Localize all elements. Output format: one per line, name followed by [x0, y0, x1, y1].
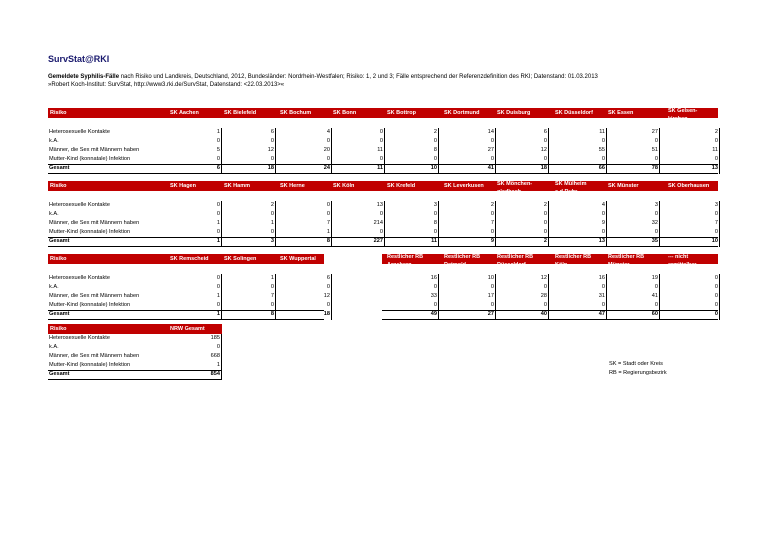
- table-cell: 7: [326, 220, 330, 226]
- cell-border: [438, 128, 439, 174]
- table-cell: 27: [487, 311, 494, 317]
- column-header: --- nicht ermittelbar ---: [668, 254, 704, 268]
- table-row: [48, 146, 168, 155]
- table-cell: 41: [487, 165, 494, 171]
- table-row: [48, 219, 168, 228]
- cell-border: [659, 274, 660, 320]
- table-cell: 11: [377, 165, 383, 171]
- column-header: SK Bonn: [333, 110, 357, 116]
- row-label: Männer, die Sex mit Männern haben: [49, 293, 140, 299]
- table-cell: 7: [490, 220, 494, 226]
- row-label: Männer, die Sex mit Männern haben: [49, 220, 140, 226]
- column-header: Restlicher RB Köln: [555, 254, 592, 268]
- table-cell: 0: [490, 138, 494, 144]
- risk-header: Risiko: [50, 110, 67, 116]
- table-cell: 60: [651, 311, 658, 317]
- row-separator: [48, 319, 324, 320]
- table-cell: 0: [216, 284, 220, 290]
- row-label: Mutter-Kind (konnatale) Infektion: [49, 362, 131, 368]
- description-bold: Gemeldete Syphilis-Fälle: [48, 74, 120, 80]
- table-cell: 2: [543, 238, 547, 244]
- table-cell: 16: [430, 275, 437, 281]
- table-cell: 1: [270, 220, 274, 226]
- table-cell: 35: [651, 238, 658, 244]
- table-cell: 17: [487, 293, 494, 299]
- table-cell: 0: [379, 129, 383, 135]
- cell-border: [438, 201, 439, 247]
- table-cell: 32: [651, 220, 658, 226]
- table-cell: 27: [487, 147, 494, 153]
- row-label: Mutter-Kind (konnatale) Infektion: [49, 229, 131, 235]
- table-cell: 13: [376, 202, 383, 208]
- table-cell: 7: [714, 220, 718, 226]
- table-cell: 0: [433, 302, 437, 308]
- table-cell: 8: [433, 220, 437, 226]
- table-cell: 1: [216, 129, 220, 135]
- column-header: SK Düsseldorf: [555, 110, 593, 116]
- cell-border: [438, 274, 439, 320]
- table-cell: 0: [714, 311, 718, 317]
- table-cell: 2: [270, 202, 274, 208]
- column-header: SK Leverkusen: [444, 183, 484, 189]
- table-cell: 0: [490, 284, 494, 290]
- table-cell: 2: [490, 202, 494, 208]
- cell-border: [275, 128, 276, 174]
- table-cell: 8: [326, 238, 330, 244]
- nrw-table: [48, 324, 222, 380]
- table-cell: 0: [543, 220, 547, 226]
- table-cell: 10: [711, 238, 718, 244]
- table-cell: 47: [598, 311, 605, 317]
- cell-border: [331, 128, 332, 174]
- row-separator: [48, 370, 222, 371]
- table-cell: 0: [379, 156, 383, 162]
- table-cell: 0: [216, 138, 220, 144]
- table-row: [48, 237, 168, 246]
- table-cell: 9: [601, 220, 605, 226]
- table-cell: 11: [431, 238, 437, 244]
- table-cell: 33: [430, 293, 437, 299]
- cell-border: [495, 201, 496, 247]
- table-cell: 78: [651, 165, 658, 171]
- row-label: Heterosexuelle Kontakte: [49, 202, 110, 208]
- column-header: Restlicher RB Arnsberg: [387, 254, 424, 268]
- column-header: Restlicher RB Düsseldorf: [497, 254, 534, 268]
- table-cell: 11: [712, 147, 718, 153]
- table-cell: 1: [216, 238, 220, 244]
- table-cell: 0: [433, 138, 437, 144]
- table-cell: 31: [598, 293, 605, 299]
- column-header: SK Münster: [608, 183, 639, 189]
- cell-border: [548, 274, 549, 320]
- table-cell: 0: [654, 138, 658, 144]
- table-cell: 0: [654, 229, 658, 235]
- column-header: SK Bottrop: [387, 110, 417, 116]
- table-cell: 0: [326, 302, 330, 308]
- column-header: SK Hagen: [170, 183, 196, 189]
- row-label: Mutter-Kind (konnatale) Infektion: [49, 156, 131, 162]
- table-cell: 0: [601, 156, 605, 162]
- table-cell: 0: [714, 302, 718, 308]
- table-cell: 14: [487, 129, 494, 135]
- risk-header: Risiko: [50, 183, 67, 189]
- table-cell: 0: [654, 302, 658, 308]
- table-cell: 0: [714, 229, 718, 235]
- table-cell: 51: [651, 147, 658, 153]
- table-cell: 12: [540, 275, 547, 281]
- row-label: Männer, die Sex mit Männern haben: [49, 147, 140, 153]
- table-cell: 0: [270, 284, 274, 290]
- table-cell: 0: [270, 229, 274, 235]
- table-cell: 227: [373, 238, 383, 244]
- table-cell: 19: [651, 275, 658, 281]
- column-header: SK Remscheid: [170, 256, 209, 262]
- table-row: [48, 228, 168, 237]
- table-cell: 16: [598, 275, 605, 281]
- table-cell: 0: [543, 156, 547, 162]
- table-cell: 0: [714, 156, 718, 162]
- table-cell: 3: [433, 202, 437, 208]
- cell-border: [719, 274, 720, 320]
- column-header: SK Gelsen-kirchen: [668, 108, 698, 122]
- risk-header: Risiko: [50, 256, 67, 262]
- table-cell: 28: [540, 293, 547, 299]
- row-label: Männer, die Sex mit Männern haben: [49, 353, 140, 359]
- table-cell: 6: [326, 275, 330, 281]
- row-separator: [48, 173, 718, 174]
- row-separator: [48, 246, 718, 247]
- table-cell: 12: [540, 147, 547, 153]
- table-cell: 18: [267, 165, 274, 171]
- table-cell: 0: [216, 344, 220, 350]
- table-cell: 0: [216, 202, 220, 208]
- table-row: [48, 201, 168, 210]
- page-title: SurvStat@RKI: [48, 54, 110, 64]
- table-cell: 3: [270, 238, 274, 244]
- cell-border: [495, 274, 496, 320]
- column-header: SK Aachen: [170, 110, 199, 116]
- table-cell: 0: [654, 211, 658, 217]
- table-cell: 0: [326, 211, 330, 217]
- table-cell: 1: [216, 362, 220, 368]
- table-cell: 0: [490, 229, 494, 235]
- cell-border: [548, 128, 549, 174]
- table-cell: 0: [433, 229, 437, 235]
- table-cell: 0: [490, 302, 494, 308]
- table-cell: 0: [433, 211, 437, 217]
- table-cell: 0: [601, 284, 605, 290]
- risk-header: Risiko: [50, 326, 67, 332]
- table-cell: 1: [216, 220, 220, 226]
- description: [48, 73, 748, 89]
- table-cell: 0: [270, 138, 274, 144]
- table-cell: 9: [490, 238, 494, 244]
- cell-border: [221, 201, 222, 247]
- table-row: [48, 155, 168, 164]
- table-row: [48, 370, 168, 379]
- table-2: [48, 181, 718, 251]
- row-label: Heterosexuelle Kontakte: [49, 129, 110, 135]
- table-cell: 0: [714, 211, 718, 217]
- table-cell: 66: [598, 165, 605, 171]
- table-cell: 6: [216, 165, 220, 171]
- table-1: [48, 108, 718, 178]
- table-row: [48, 301, 168, 310]
- table-cell: 13: [711, 165, 718, 171]
- row-label: Heterosexuelle Kontakte: [49, 335, 110, 341]
- table-cell: 0: [490, 156, 494, 162]
- table-cell: 12: [267, 147, 274, 153]
- table-cell: 0: [216, 302, 220, 308]
- table-cell: 1: [326, 229, 330, 235]
- table-cell: 0: [714, 138, 718, 144]
- table-cell: 1: [216, 293, 220, 299]
- table-cell: 214: [373, 220, 383, 226]
- cell-border: [221, 334, 222, 380]
- table-cell: 0: [379, 138, 383, 144]
- table-cell: 3: [654, 202, 658, 208]
- table-cell: 6: [270, 129, 274, 135]
- row-separator: [382, 319, 718, 320]
- cell-border: [548, 201, 549, 247]
- table-row: [48, 343, 168, 352]
- table-cell: 0: [543, 229, 547, 235]
- cell-border: [719, 128, 720, 174]
- table-cell: 0: [654, 284, 658, 290]
- column-header: SK Bochum: [280, 110, 312, 116]
- description-source: »Robert Koch-Institut: SurvStat, http://www3.rki.de/SurvStat, Datenstand: <22.03.2013>«: [48, 82, 285, 88]
- row-label: k.A.: [49, 344, 59, 350]
- column-header: Restlicher RB Detmold: [444, 254, 481, 268]
- table-row: [48, 274, 168, 283]
- cell-border: [221, 274, 222, 320]
- row-label: k.A.: [49, 284, 59, 290]
- column-header: SK Bielefeld: [224, 110, 257, 116]
- column-header: SK Köln: [333, 183, 355, 189]
- legend-sk: SK = Stadt oder Kreis: [609, 361, 663, 367]
- cell-border: [384, 128, 385, 174]
- table-cell: 0: [379, 211, 383, 217]
- column-header: Restlicher RB Münster: [608, 254, 645, 268]
- table-cell: 0: [433, 156, 437, 162]
- row-label: Gesamt: [49, 311, 70, 317]
- table-row: [48, 210, 168, 219]
- row-label: k.A.: [49, 138, 59, 144]
- table-cell: 0: [601, 229, 605, 235]
- table-cell: 18: [540, 165, 547, 171]
- column-header: SK Herne: [280, 183, 305, 189]
- table-cell: 668: [210, 353, 220, 359]
- table-cell: 13: [598, 238, 605, 244]
- column-header: SK Oberhausen: [668, 183, 710, 189]
- table-cell: 0: [216, 211, 220, 217]
- table-cell: 0: [714, 284, 718, 290]
- table-cell: 0: [714, 293, 718, 299]
- row-label: k.A.: [49, 211, 59, 217]
- column-header: SK Krefeld: [387, 183, 416, 189]
- table-cell: 12: [323, 293, 330, 299]
- table-cell: 854: [210, 371, 220, 377]
- table-cell: 0: [326, 138, 330, 144]
- table-row: [48, 292, 168, 301]
- cell-border: [606, 274, 607, 320]
- row-label: Gesamt: [49, 165, 70, 171]
- cell-border: [275, 201, 276, 247]
- column-header: SK Essen: [608, 110, 634, 116]
- table-cell: 5: [216, 147, 220, 153]
- table-cell: 1: [216, 311, 220, 317]
- cell-border: [659, 128, 660, 174]
- column-header: SK Mülheim a.d.Ruhr: [555, 181, 587, 195]
- row-label: Gesamt: [49, 371, 70, 377]
- table-cell: 0: [433, 284, 437, 290]
- table-cell: 18: [323, 311, 330, 317]
- table-cell: 55: [598, 147, 605, 153]
- table-cell: 0: [543, 284, 547, 290]
- table-row: [48, 334, 168, 343]
- column-header: SK Solingen: [224, 256, 257, 262]
- table-cell: 2: [714, 129, 718, 135]
- table-cell: 8: [433, 147, 437, 153]
- table-row: [48, 137, 168, 146]
- table-row: [48, 128, 168, 137]
- table-cell: 1: [270, 275, 274, 281]
- cell-border: [221, 128, 222, 174]
- table-cell: 0: [601, 138, 605, 144]
- table-cell: 11: [377, 147, 383, 153]
- table-cell: 0: [543, 302, 547, 308]
- row-separator: [48, 379, 222, 380]
- column-header: SK Dortmund: [444, 110, 480, 116]
- cell-border: [495, 128, 496, 174]
- column-header: SK Hamm: [224, 183, 250, 189]
- table-cell: 0: [270, 302, 274, 308]
- table-cell: 24: [323, 165, 330, 171]
- table-cell: 0: [216, 229, 220, 235]
- table-cell: 2: [543, 202, 547, 208]
- cell-border: [384, 201, 385, 247]
- table-row: [48, 164, 168, 173]
- table-cell: 27: [651, 129, 658, 135]
- legend: [609, 360, 667, 378]
- column-header: NRW Gesamt: [170, 326, 205, 332]
- table-cell: 0: [326, 202, 330, 208]
- table-cell: 2: [433, 129, 437, 135]
- table-cell: 8: [270, 311, 274, 317]
- table-cell: 0: [326, 156, 330, 162]
- table-row: [48, 352, 168, 361]
- table-cell: 0: [543, 211, 547, 217]
- table-cell: 49: [430, 311, 437, 317]
- table-cell: 0: [490, 211, 494, 217]
- legend-rb: RB = Regierungsbezirk: [609, 370, 667, 376]
- table-cell: 4: [601, 202, 605, 208]
- table-cell: 4: [326, 129, 330, 135]
- table-cell: 0: [601, 302, 605, 308]
- table-cell: 0: [543, 138, 547, 144]
- table-cell: 11: [599, 129, 605, 135]
- cell-border: [719, 201, 720, 247]
- column-header: SK Mönchen-gladbach: [497, 181, 533, 195]
- cell-border: [331, 201, 332, 247]
- cell-border: [331, 274, 332, 320]
- table-cell: 41: [651, 293, 658, 299]
- table-cell: 0: [714, 275, 718, 281]
- table-cell: 0: [216, 156, 220, 162]
- table-cell: 0: [326, 284, 330, 290]
- column-header: SK Duisburg: [497, 110, 531, 116]
- table-row: [48, 361, 168, 370]
- table-3: [48, 254, 718, 324]
- table-cell: 40: [540, 311, 547, 317]
- table-cell: 6: [543, 129, 547, 135]
- table-row: [48, 310, 168, 319]
- table-cell: 185: [210, 335, 220, 341]
- cell-border: [606, 128, 607, 174]
- table-cell: 0: [601, 211, 605, 217]
- row-label: Heterosexuelle Kontakte: [49, 275, 110, 281]
- table-cell: 0: [654, 156, 658, 162]
- table-cell: 0: [216, 275, 220, 281]
- row-label: Mutter-Kind (konnatale) Infektion: [49, 302, 131, 308]
- table-cell: 0: [379, 229, 383, 235]
- table-cell: 20: [323, 147, 330, 153]
- cell-border: [659, 201, 660, 247]
- table-cell: 0: [270, 211, 274, 217]
- row-label: Gesamt: [49, 238, 70, 244]
- table-cell: 10: [430, 165, 437, 171]
- cell-border: [606, 201, 607, 247]
- table-cell: 10: [487, 275, 494, 281]
- description-text: nach Risiko und Landkreis, Deutschland, 2012, Bundesländer: Nordrhein-Westfalen; Risiko: 1, 2 und 3; Fälle entsprechend der Referenzdefinition des RKI; Datenstand: 01.03.2013: [119, 74, 598, 80]
- table-cell: 7: [270, 293, 274, 299]
- table-cell: 3: [714, 202, 718, 208]
- table-row: [48, 283, 168, 292]
- column-header: SK Wuppertal: [280, 256, 316, 262]
- cell-border: [275, 274, 276, 320]
- table-cell: 0: [270, 156, 274, 162]
